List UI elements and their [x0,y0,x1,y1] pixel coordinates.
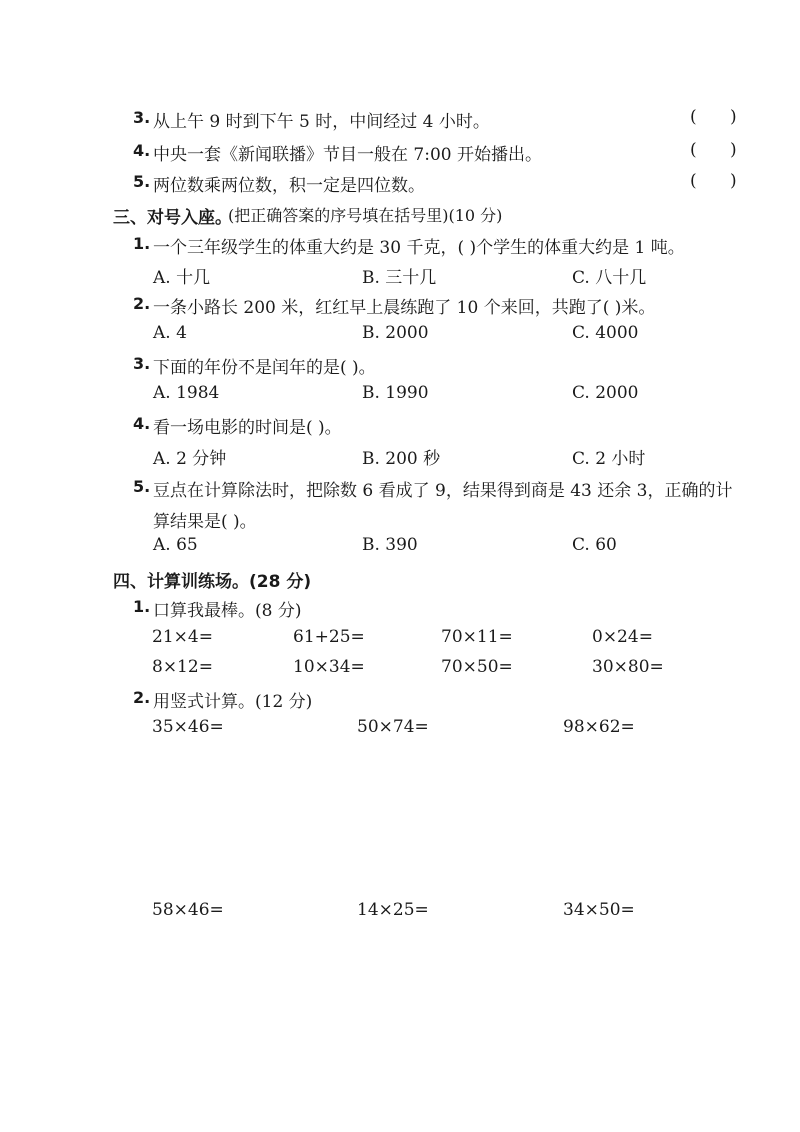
option-b[interactable]: B. 1990 [362,383,429,403]
option-b[interactable]: B. 390 [362,535,418,555]
calc-problem: 10×34= [293,657,365,677]
option-a[interactable]: A. 十几 [153,268,211,288]
calc-problem: 21×4= [152,627,213,647]
option-a[interactable]: A. 65 [153,535,198,555]
calc-problem: 14×25= [357,900,429,920]
option-a[interactable]: A. 1984 [153,383,220,403]
question-text: 豆点在计算除法时，把除数 6 看成了 9，结果得到商是 43 还余 3，正确的计 [153,481,733,501]
option-b[interactable]: B. 200 秒 [362,449,441,469]
answer-paren[interactable]: ( ) [690,107,751,127]
calc-problem: 61+25= [293,627,365,647]
question-text: 一条小路长 200 米，红红早上晨练跑了 10 个来回，共跑了( )米。 [153,298,656,318]
option-b[interactable]: B. 2000 [362,323,429,343]
option-a[interactable]: A. 4 [153,323,187,343]
question-text: 下面的年份不是闰年的是( )。 [153,358,376,378]
answer-paren[interactable]: ( ) [690,171,751,191]
item-number: 5. [133,172,151,191]
question-number: 1. [133,234,151,253]
item-text: 两位数乘两位数，积一定是四位数。 [153,176,425,196]
calc-problem: 30×80= [592,657,664,677]
calc-problem: 70×11= [441,627,513,647]
item-number: 3. [133,108,151,127]
option-c[interactable]: C. 2000 [572,383,639,403]
section-note: (把正确答案的序号填在括号里)(10 分) [228,206,503,225]
subsection-title: 口算我最棒。(8 分) [153,601,302,621]
option-c[interactable]: C. 八十几 [572,268,647,288]
option-b[interactable]: B. 三十几 [362,268,437,288]
calc-problem: 34×50= [563,900,635,920]
item-text: 从上午 9 时到下午 5 时，中间经过 4 小时。 [153,112,490,132]
question-number: 3. [133,354,151,373]
subsection-number: 2. [133,688,151,707]
answer-paren[interactable]: ( ) [690,140,751,160]
option-c[interactable]: C. 60 [572,535,617,555]
question-text: 一个三年级学生的体重大约是 30 千克，( )个学生的体重大约是 1 吨。 [153,238,685,258]
item-text: 中央一套《新闻联播》节目一般在 7:00 开始播出。 [153,145,542,165]
question-text-continued: 算结果是( )。 [153,512,257,532]
option-c[interactable]: C. 4000 [572,323,639,343]
option-a[interactable]: A. 2 分钟 [153,449,227,469]
question-text: 看一场电影的时间是( )。 [153,418,342,438]
section-title: 三、对号入座。 [113,208,232,228]
calc-problem: 35×46= [152,717,224,737]
option-c[interactable]: C. 2 小时 [572,449,646,469]
subsection-title: 用竖式计算。(12 分) [153,692,313,712]
question-number: 5. [133,477,151,496]
section-4-heading: 四、计算训练场。(28 分) [113,572,312,592]
calc-problem: 58×46= [152,900,224,920]
calc-problem: 70×50= [441,657,513,677]
item-number: 4. [133,141,151,160]
calc-problem: 50×74= [357,717,429,737]
question-number: 4. [133,414,151,433]
subsection-number: 1. [133,597,151,616]
question-number: 2. [133,294,151,313]
calc-problem: 0×24= [592,627,653,647]
calc-problem: 98×62= [563,717,635,737]
calc-problem: 8×12= [152,657,213,677]
